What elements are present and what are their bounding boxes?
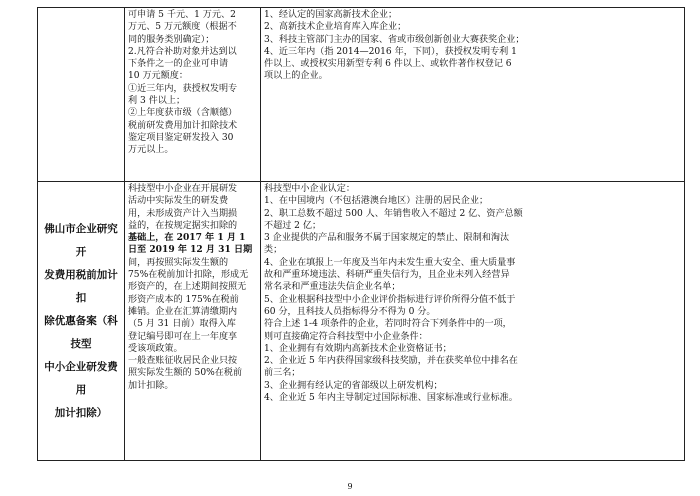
text-line: 用，未形成资产计入当期损 (128, 208, 238, 219)
page-number: 9 (347, 482, 353, 491)
text-line: （5 月 31 日前）取得入库 (128, 319, 236, 330)
text-line: 3、企业拥有经认定的省部级以上研发机构； (264, 380, 443, 391)
text-line: 项以上的企业。 (264, 71, 328, 82)
policy-name-cell (38, 8, 125, 182)
text-line: 1、经认定的国家高新技术企业； (264, 10, 398, 20)
text-line: 75%在税前加计扣除，形成无 (128, 270, 249, 281)
text-line: 摊销。企业在汇算清缴期内 (128, 306, 238, 317)
text-line: 3、科技主管部门主办的国家、省或市级创新创业大赛获奖企业； (264, 34, 525, 45)
text-line: 件以上、或授权实用新型专利 6 件以上、或软件著作权登记 6 (264, 59, 512, 70)
text-line: ②上年度获市级（含顺德） (128, 108, 238, 119)
text-line: 2、职工总数不超过 500 人、年销售收入不超过 2 亿、资产总额 (264, 208, 523, 219)
text-line: 照实际发生额的 50%在税前 (128, 368, 243, 379)
text-line: 4、近三年内（指 2014—2016 年，下同），获授权发明专利 1 (264, 46, 517, 57)
text-line: 4、企业在填报上一年度及当年内未发生重大安全、重大质量事 (264, 257, 516, 268)
text-line: 前三名； (264, 368, 301, 379)
text-line: 形资产成本的 175%在税前 (128, 294, 239, 305)
eligibility-cell (261, 182, 685, 461)
text-line: ①近三年内，获授权发明专 (128, 83, 238, 94)
text-line: 登记编号即可在上一年度享 (128, 331, 238, 342)
text-line: 万元、5 万元额度（根据不 (128, 22, 237, 33)
text-line: 税前研发费用加计扣除技术 (128, 120, 238, 131)
text-line: 2、企业近 5 年内获得国家级科技奖励，并在获奖单位中排名在 (264, 356, 518, 367)
text-line-bold: 基础上，在 2017 年 1 月 1 (128, 232, 246, 244)
text-line: 同的服务类别确定）； (128, 34, 215, 45)
text-line: 科技型中小企业在开展研发 (128, 184, 238, 194)
text-line: 故和严重环境违法、科研严重失信行为，且企业未列入经营异 (264, 270, 510, 281)
eligibility-cell (261, 8, 685, 182)
text-line: 科技型中小企业认定： (264, 184, 355, 194)
policy-table (37, 7, 685, 461)
policy-name-cell (38, 182, 125, 461)
text-line: 2.凡符合补助对象并达到以 (128, 46, 237, 57)
text-line: 活动中实际发生的研发费 (128, 196, 229, 207)
text-line: 鉴定项目鉴定研发投入 30 (128, 132, 234, 143)
text-line: 一般查账征收居民企业只按 (128, 356, 238, 367)
text-line: 2、高新技术企业培育库入库企业； (264, 22, 407, 33)
text-line: 佛山市企业研究开 (44, 222, 118, 258)
text-line: 下条件之一的企业可申请 (128, 59, 229, 70)
table-row (38, 8, 685, 182)
table-row (38, 182, 685, 461)
text-line: 益的，在按规定据实扣除的 (128, 220, 238, 231)
text-line: 可申请 5 千元、1 万元、2 (128, 10, 236, 20)
support-standard-cell (125, 182, 261, 461)
text-line: 5、企业根据科技型中小企业评价指标进行评价所得分值不低于 (264, 294, 516, 305)
text-line: 加计扣除） (54, 406, 108, 419)
text-line: 不超过 2 亿； (264, 220, 322, 231)
text-line: 间，再按照实际发生额的 (128, 257, 229, 268)
text-line: 万元以上。 (128, 145, 174, 156)
text-line: 则可直接确定符合科技型中小企业条件： (264, 331, 428, 342)
support-standard-cell (125, 8, 261, 182)
text-line: 符合上述 1-4 项条件的企业，若同时符合下列条件中的一项， (264, 319, 512, 330)
text-line: 受该项政策。 (128, 343, 183, 354)
text-line: 10 万元额度： (128, 71, 188, 82)
text-line: 3 企业提供的产品和服务不属于国家规定的禁止、限制和淘汰 (264, 233, 510, 244)
text-line: 常名录和严重违法失信企业名单； (264, 282, 401, 293)
text-line: 形资产的，在上述期间按照无 (128, 282, 247, 293)
text-line: 1、企业拥有有效期内高新技术企业资格证书； (264, 343, 452, 354)
text-line: 1、在中国境内（不包括港澳台地区）注册的居民企业； (264, 196, 489, 207)
text-line: 除优惠备案（科技型 (44, 314, 118, 350)
text-line: 4、企业近 5 年内主导制定过国际标准、国家标准或行业标准。 (264, 393, 518, 404)
text-line: 60 分，且科技人员指标得分不得为 0 分。 (264, 306, 436, 317)
text-line: 类； (264, 245, 283, 256)
text-line-bold: 日至 2019 年 12 月 31 日期 (128, 244, 253, 256)
text-line: 中小企业研发费用 (44, 360, 118, 396)
text-line: 发费用税前加计扣 (44, 268, 118, 304)
text-line: 加计扣除。 (128, 380, 174, 391)
text-line: 利 3 件以上； (128, 96, 186, 107)
